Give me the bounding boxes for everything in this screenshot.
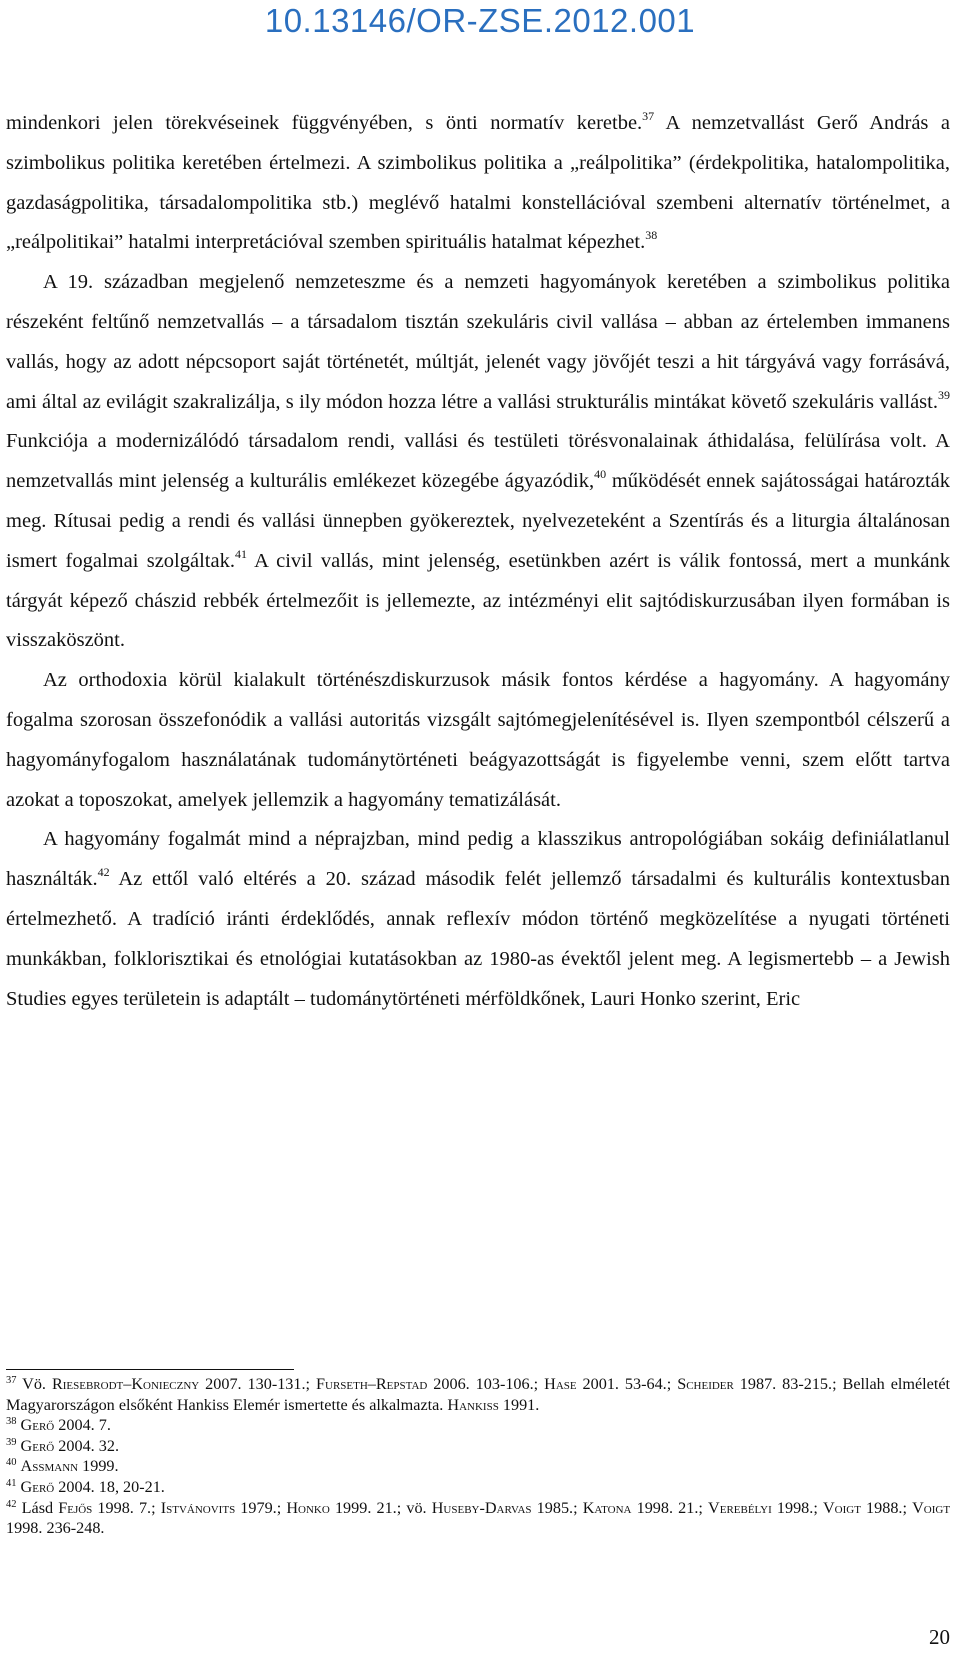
text-run: 1988.;	[860, 1498, 913, 1517]
text-run: 1998. 21.;	[631, 1498, 709, 1517]
author-name: Riesebrodt–Konieczny	[51, 1375, 200, 1393]
author-name: Katona	[582, 1498, 632, 1517]
author-name: Huseby-Darvas	[431, 1498, 532, 1517]
text-run: 1998.;	[771, 1498, 823, 1517]
text-run: 1991.	[498, 1395, 540, 1414]
footnote-ref: 37	[642, 109, 655, 123]
text-run: 2001. 53-64.;	[576, 1375, 678, 1393]
footnote	[6, 1415, 950, 1436]
text-run: Az ettől való eltérés a 20. század második felét jellemző társadalmi és kulturális kontextusban értelmezhető. A tradíció iránti érdeklődés, annak reflexív módon történő megközelítése a nyugati történeti munkákban, folklorisztikai és etnológiai kutatásokban az 1980-as évektől jelent meg. A legismertebb – a Jewish Studies egyes területein is adaptált – tudománytörténeti mérföldkőnek, Lauri Honko szerint, Eric	[6, 868, 950, 1010]
paragraph	[6, 104, 950, 263]
footnote	[6, 1456, 950, 1477]
main-text	[6, 104, 950, 1019]
footnote-ref: 42	[97, 865, 110, 880]
author-name: Assmann	[20, 1457, 79, 1476]
author-name: Voigt	[822, 1498, 861, 1517]
author-name: Gerő	[20, 1436, 55, 1455]
text-run: A 19. században megjelenő nemzeteszme és a nemzeti hagyományok keretében a szimbolikus politika részeként feltűnő nemzetvallás – a társadalom tisztán szekuláris civil vallása – abban az értelemben immanens vallás, hogy az adott népcsoport saját történetét, múltját, jelenét vagy jövőjét teszi a hit tárgyává vagy forrásává, ami által az evilágit szakralizálja, s ily módon hozza létre a vallási strukturális mintákat követő szekuláris vallást.	[6, 271, 950, 413]
text-run: 2004. 7.	[54, 1416, 111, 1435]
author-name: Voigt	[912, 1498, 951, 1517]
footnote-number: 40	[6, 1457, 17, 1469]
text-run: 1998. 7.;	[92, 1498, 161, 1517]
text-run: Vö.	[16, 1375, 52, 1393]
text-run: 2004. 18, 20-21.	[54, 1477, 165, 1496]
author-name: Hase	[544, 1375, 577, 1393]
author-name: Scheider	[677, 1375, 734, 1393]
footnote-ref: 40	[594, 467, 607, 482]
footnote-number: 42	[6, 1498, 17, 1510]
footnote-ref: 39	[938, 387, 950, 402]
footnote	[6, 1477, 950, 1498]
author-name: Honko	[286, 1498, 330, 1517]
text-run: Funkciója a modernizálódó társadalom rendi, vallási és testületi törésvonalainak áthidalása, felülírása volt. A nemzetvallás mint jelenség a kulturális emlékezet közegébe ágyazódik,	[6, 430, 950, 493]
text-run: 1987. 83-215.; Bellah elméletét Magyarországon elsőként Hankiss Elemér ismertette és alkalmazta.	[6, 1375, 951, 1414]
author-name: Furseth–Repstad	[316, 1375, 428, 1393]
footnote-ref: 41	[234, 546, 247, 561]
text-run: működését ennek sajátosságai határozták meg. Rítusai pedig a rendi és vallási ünnepben gyökereztek, nyelvezeteként a Szentírás és a liturgia általánosan ismert fogalmai szolgáltak.	[6, 470, 950, 572]
text-run: 1999. 21.; vö.	[329, 1498, 432, 1517]
footnote	[6, 1498, 950, 1539]
text-run: 2006. 103-106.;	[427, 1375, 545, 1393]
footnote-number: 37	[6, 1375, 17, 1386]
text-run: Lásd	[16, 1498, 59, 1517]
text-run: 1985.;	[531, 1498, 583, 1517]
footnote-separator	[6, 1369, 294, 1370]
page-number: 20	[929, 1625, 950, 1649]
footnote-number: 41	[6, 1477, 17, 1489]
author-name: Gerő	[20, 1416, 55, 1435]
text-run: 1999.	[78, 1457, 119, 1476]
text-run: 2007. 130-131.;	[199, 1375, 316, 1393]
text-run: A nemzetvallást Gerő András a szimbolikus politika keretében értelmezi. A szimbolikus politika a „reálpolitika” (érdekpolitika, hatalompolitika, gazdaságpolitika, társadalompolitika stb.) meglévő hatalmi konstellációval szembeni alternatív történelmet, a „reálpolitikai” hatalmi interpretációval szemben spirituális hatalmat képezhet.	[6, 112, 950, 254]
text-run: 2004. 32.	[54, 1436, 119, 1455]
paragraph	[6, 661, 950, 820]
footnote	[6, 1436, 950, 1457]
footnote-number: 39	[6, 1436, 17, 1448]
text-run: 1979.;	[235, 1498, 287, 1517]
text-run: mindenkori jelen törekvéseinek függvényében, s önti normatív keretbe.	[6, 112, 643, 134]
footnote	[6, 1374, 950, 1415]
text-run: 1998. 236-248.	[6, 1519, 105, 1538]
text-run: A hagyomány fogalmát mind a néprajzban, mind pedig a klasszikus antropológiában sokáig definiálatlanul használták.	[6, 828, 950, 891]
author-name: Gerő	[20, 1477, 55, 1496]
author-name: Istvánovits	[160, 1498, 236, 1517]
text-run: A civil vallás, mint jelenség, esetünkben azért is válik fontossá, mert a munkánk tárgyát képező chászid rebbék értelmezőit is jellemezte, az intézményi elit sajtódiskurzusában ilyen formában is visszaköszönt.	[6, 549, 950, 652]
footnotes	[6, 1374, 950, 1539]
author-name: Hankiss	[447, 1395, 499, 1414]
text-run: Az orthodoxia körül kialakult történészdiskurzusok másik fontos kérdése a hagyomány. A hagyomány fogalma szorosan összefonódik a vallási autoritás vizsgált sajtómegjelenítésével is. Ilyen szempontból célszerű a hagyományfogalom használatának tudománytörténeti beágyazottságát is figyelembe venni, szem előtt tartva azokat a toposzokat, amelyek jellemzik a hagyomány tematizálását.	[6, 669, 950, 811]
footnote-number: 38	[6, 1416, 17, 1428]
doi-header[interactable]: 10.13146/OR-ZSE.2012.001	[264, 2, 696, 39]
footnote-ref: 38	[645, 228, 658, 243]
author-name: Verebélyi	[708, 1498, 772, 1517]
paragraph	[6, 263, 950, 661]
paragraph	[6, 820, 950, 1019]
author-name: Fejős	[58, 1498, 93, 1517]
